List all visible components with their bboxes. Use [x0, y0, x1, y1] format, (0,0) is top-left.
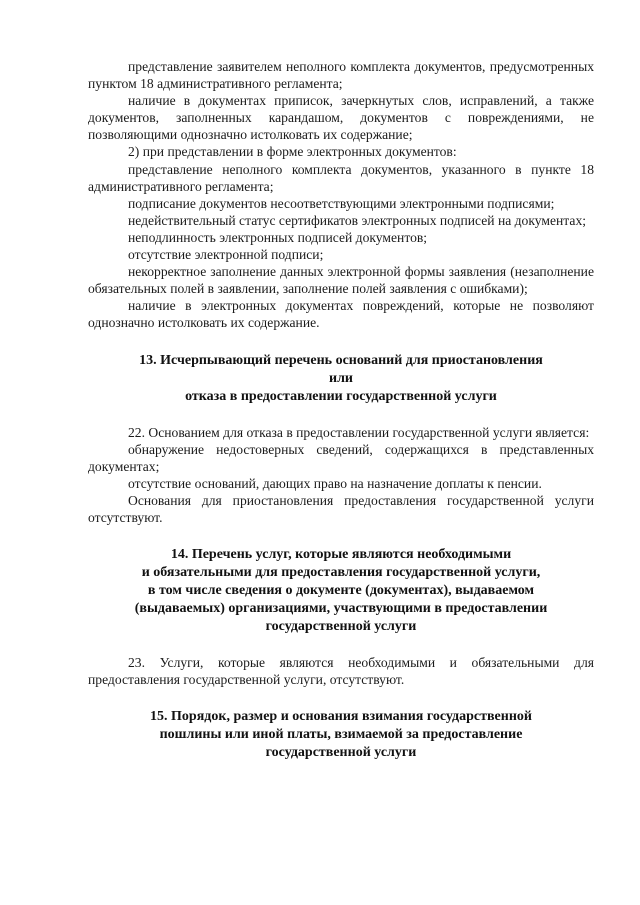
section-heading-14	[88, 546, 594, 636]
paragraph: неподлинность электронных подписей документов;	[128, 229, 428, 245]
section-heading-15	[88, 708, 594, 762]
heading-line: отказа в предоставлении государственной услуги	[185, 388, 497, 404]
heading-line: государственной услуги	[265, 619, 417, 635]
paragraph: обнаружение недостоверных сведений, содержащихся в представленных документах;	[88, 441, 594, 474]
heading-line: и обязательными для предоставления государственной услуги,	[141, 565, 541, 581]
paragraph: 22. Основанием для отказа в предоставлении государственной услуги является:	[128, 424, 590, 440]
paragraph: отсутствие оснований, дающих право на назначение доплаты к пенсии.	[128, 475, 542, 491]
paragraph: недействительный статус сертификатов электронных подписей на документах;	[128, 212, 587, 228]
heading-line: в том числе сведения о документе (документах), выдаваемом	[147, 583, 535, 599]
paragraph: Основания для приостановления предоставления государственной услуги отсутствуют.	[88, 492, 594, 525]
paragraph: представление заявителем неполного комплекта документов, предусмотренных пунктом 18 административного регламента;	[88, 59, 594, 92]
paragraph: некорректное заполнение данных электронной формы заявления (незаполнение обязательных полей в заявлении, заполнение полей заявления с ошибками);	[88, 264, 594, 297]
paragraph: представление неполного комплекта документов, указанного в пункте 18 административного регламента;	[88, 161, 594, 194]
paragraph: наличие в электронных документах повреждений, которые не позволяют однозначно истолковать их содержание.	[88, 298, 594, 331]
paragraph: наличие в документах приписок, зачеркнутых слов, исправлений, а также документов, заполненных карандашом, документов с повреждениями, не позволяющими однозначно истолковать их содержание;	[88, 93, 594, 143]
paragraph: подписание документов несоответствующими электронными подписями;	[128, 195, 555, 211]
paragraph: отсутствие электронной подписи;	[128, 247, 324, 263]
heading-line: 13. Исчерпывающий перечень оснований для приостановления	[139, 352, 543, 368]
document-page	[88, 58, 594, 762]
heading-line: 15. Порядок, размер и основания взимания государственной	[150, 709, 532, 725]
paragraph: 2) при представлении в форме электронных документов:	[128, 144, 457, 160]
section-heading-13	[88, 352, 594, 406]
heading-line: 14. Перечень услуг, которые являются необходимыми	[170, 547, 512, 563]
heading-line: или	[329, 370, 353, 386]
heading-line: (выдаваемых) организациями, участвующими в предоставлении	[134, 601, 548, 617]
paragraph: 23. Услуги, которые являются необходимыми и обязательными для предоставления государственной услуги, отсутствуют.	[88, 655, 594, 688]
heading-line: государственной услуги	[265, 745, 417, 761]
heading-line: пошлины или иной платы, взимаемой за предоставление	[159, 727, 523, 743]
